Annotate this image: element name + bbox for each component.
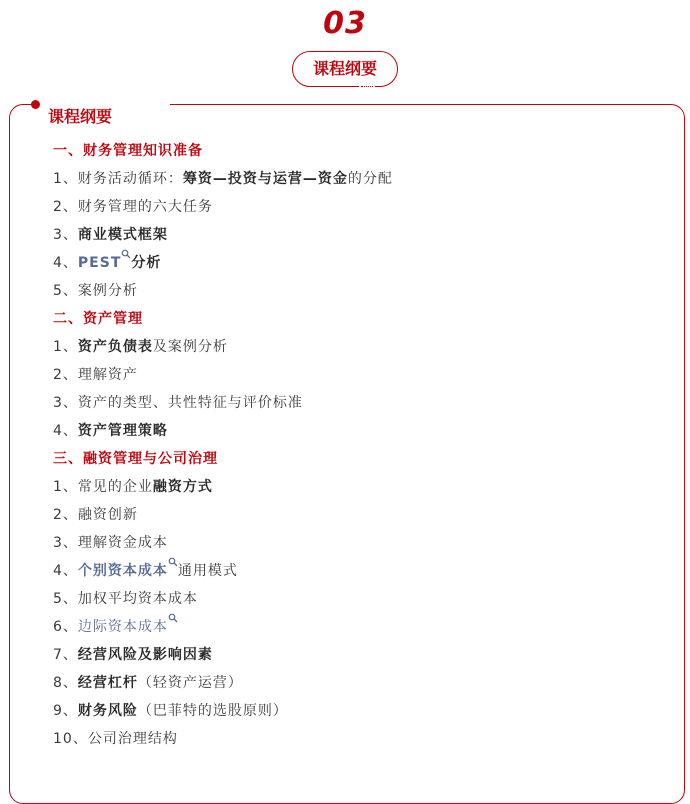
bold-term: 经营风险及影响因素 bbox=[77, 647, 213, 663]
outline-section-heading bbox=[53, 448, 393, 476]
search-link[interactable]: 边际资本成本 bbox=[77, 619, 168, 635]
item-text: 7、 bbox=[53, 647, 78, 663]
outline-item bbox=[53, 336, 393, 364]
outline-item bbox=[53, 168, 393, 196]
bold-term: 财务风险 bbox=[77, 703, 138, 719]
outline-item bbox=[53, 588, 393, 616]
search-icon[interactable] bbox=[121, 249, 131, 259]
outline-title: 课程纲要 bbox=[48, 107, 113, 126]
search-link[interactable]: PEST bbox=[77, 255, 122, 271]
outline-section-heading bbox=[53, 308, 393, 336]
outline-item bbox=[53, 224, 393, 252]
outline-list bbox=[53, 140, 393, 756]
item-text: 2、融资创新 bbox=[53, 507, 138, 523]
outline-item bbox=[53, 532, 393, 560]
bold-term: 分析 bbox=[131, 255, 162, 271]
item-text: 2、财务管理的六大任务 bbox=[53, 199, 213, 215]
outline-section-heading bbox=[53, 140, 393, 168]
search-icon[interactable] bbox=[168, 613, 178, 623]
item-text: 2、理解资产 bbox=[53, 367, 138, 383]
item-text: 一、财务管理知识准备 bbox=[53, 143, 203, 159]
outline-item bbox=[53, 392, 393, 420]
item-text: （巴菲特的选股原则） bbox=[137, 703, 288, 719]
bold-term: 商业模式框架 bbox=[77, 227, 168, 243]
item-text: 3、资产的类型、共性特征与评价标准 bbox=[53, 395, 303, 411]
outline-item bbox=[53, 420, 393, 448]
search-icon[interactable] bbox=[168, 557, 178, 567]
outline-item bbox=[53, 700, 393, 728]
bold-term: 筹资—投资与运营—资金 bbox=[182, 171, 348, 187]
item-text: 3、理解资金成本 bbox=[53, 535, 168, 551]
bold-term: 资产负债表 bbox=[77, 339, 153, 355]
item-text: 5、案例分析 bbox=[53, 283, 138, 299]
outline-item bbox=[53, 504, 393, 532]
bold-term: 融资方式 bbox=[152, 479, 213, 495]
outline-item bbox=[53, 364, 393, 392]
item-text: 二、资产管理 bbox=[53, 311, 143, 327]
item-text: 的分配 bbox=[347, 171, 393, 187]
item-text: 3、 bbox=[53, 227, 78, 243]
item-text: 9、 bbox=[53, 703, 78, 719]
search-link[interactable]: 个别资本成本 bbox=[77, 563, 168, 579]
outline-item bbox=[53, 252, 393, 280]
item-text: 通用模式 bbox=[177, 563, 238, 579]
outline-item bbox=[53, 476, 393, 504]
item-text: 三、融资管理与公司治理 bbox=[53, 451, 218, 467]
chapter-number: 03 bbox=[323, 6, 367, 41]
item-text: 1、财务活动循环： bbox=[53, 171, 183, 187]
item-text: 1、 bbox=[53, 339, 78, 355]
outline-item bbox=[53, 644, 393, 672]
outline-item bbox=[53, 560, 393, 588]
item-text: 及案例分析 bbox=[152, 339, 228, 355]
section-pill: 课程纲要 bbox=[292, 51, 398, 87]
item-text: 4、 bbox=[53, 423, 78, 439]
item-text: 4、 bbox=[53, 563, 78, 579]
outline-item bbox=[53, 280, 393, 308]
item-text: （轻资产运营） bbox=[137, 675, 243, 691]
item-text: 6、 bbox=[53, 619, 78, 635]
item-text: 4、 bbox=[53, 255, 78, 271]
outline-item bbox=[53, 616, 393, 644]
bold-term: 经营杠杆 bbox=[77, 675, 138, 691]
item-text: 8、 bbox=[53, 675, 78, 691]
outline-item bbox=[53, 672, 393, 700]
pill-decoration bbox=[359, 85, 375, 89]
item-text: 5、加权平均资本成本 bbox=[53, 591, 198, 607]
outline-item bbox=[53, 728, 393, 756]
item-text: 1、常见的企业 bbox=[53, 479, 153, 495]
item-text: 10、公司治理结构 bbox=[53, 731, 178, 747]
outline-item bbox=[53, 196, 393, 224]
frame-dot-decoration bbox=[31, 100, 40, 109]
bold-term: 资产管理策略 bbox=[77, 423, 168, 439]
